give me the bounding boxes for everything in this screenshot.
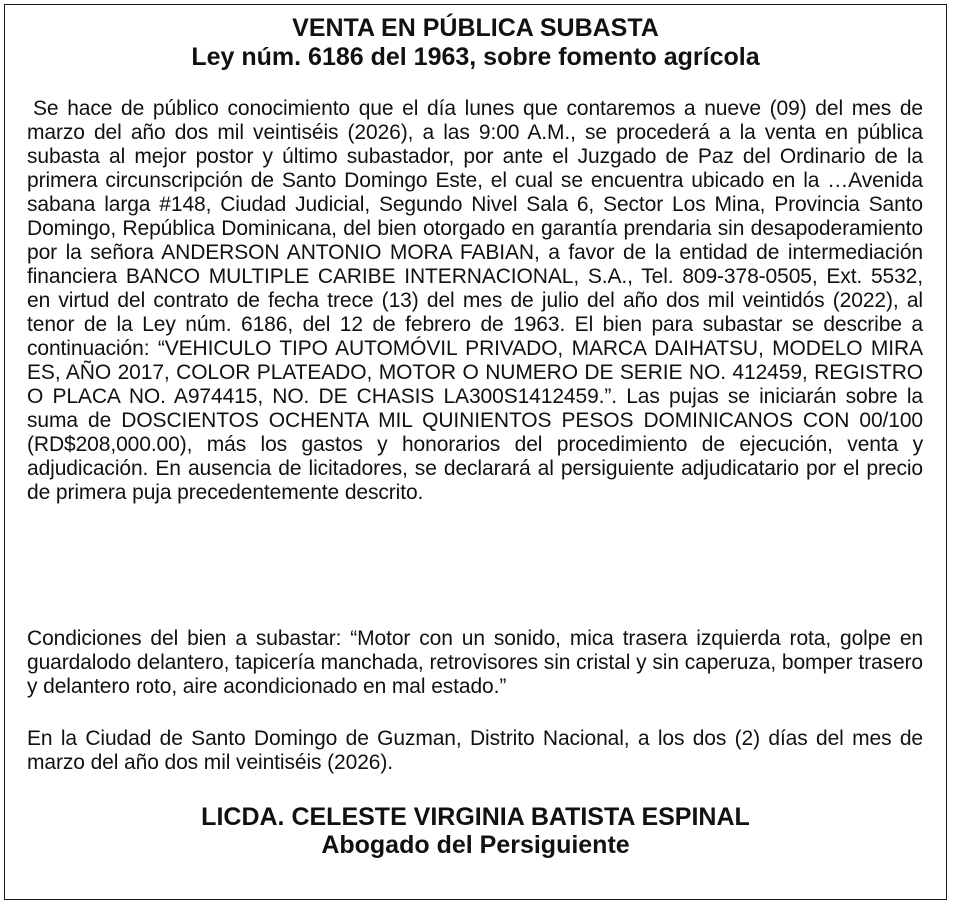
- notice-subtitle: Ley núm. 6186 del 1963, sobre fomento agrícola: [191, 43, 760, 71]
- vehicle-conditions-paragraph: Condiciones del bien a subastar: “Motor con un sonido, mica trasera izquierda rota, golpe en guardalodo delantero, tapicería manchada, retrovisores sin cristal y sin caperuza, bomper trasero y delantero roto, aire acondicionado en mal estado.”: [27, 627, 923, 698]
- signer-name: LICDA. CELESTE VIRGINIA BATISTA ESPINAL: [201, 803, 750, 831]
- legal-notice: [4, 4, 947, 900]
- auction-details-paragraph: Se hace de público conocimiento que el día lunes que contaremos a nueve (09) del mes de marzo del año dos mil veintiséis (2026), a las 9:00 A.M., se procederá a la venta en pública subasta al mejor postor y último subastador, por ante el Juzgado de Paz del Ordinario de la primera circunscripción de Santo Domingo Este, el cual se encuentra ubicado en la …Avenida sabana larga #148, Ciudad Judicial, Segundo Nivel Sala 6, Sector Los Mina, Provincia Santo Domingo, República Dominicana, del bien otorgado en garantía prendaria sin desapoderamiento por la señora ANDERSON ANTONIO MORA FABIAN, a favor de la entidad de intermediación financiera BANCO MULTIPLE CARIBE INTERNACIONAL, S.A., Tel. 809-378-0505, Ext. 5532, en virtud del contrato de fecha trece (13) del mes de julio del año dos mil veintidós (2022), al tenor de la Ley núm. 6186, del 12 de febrero de 1963. El bien para subastar se describe a continuación: “VEHICULO TIPO AUTOMÓVIL PRIVADO, MARCA DAIHATSU, MODELO MIRA ES, AÑO 2017, COLOR PLATEADO, MOTOR O NUMERO DE SERIE NO. 412459, REGISTRO O PLACA NO. A974415, NO. DE CHASIS LA300S1412459.”. Las pujas se iniciarán sobre la suma de DOSCIENTOS OCHENTA MIL QUINIENTOS PESOS DOMINICANOS CON 00/100 (RD$208,000.00), más los gastos y honorarios del procedimiento de ejecución, venta y adjudicación. En ausencia de licitadores, se declarará al persiguiente adjudicatario por el precio de primera puja precedentemente descrito.: [27, 97, 923, 504]
- signer-role: Abogado del Persiguiente: [321, 831, 630, 859]
- place-date-paragraph: En la Ciudad de Santo Domingo de Guzman, Distrito Nacional, a los dos (2) días del mes de marzo del año dos mil veintiséis (2026).: [27, 727, 923, 774]
- notice-title: VENTA EN PÚBLICA SUBASTA: [292, 14, 659, 42]
